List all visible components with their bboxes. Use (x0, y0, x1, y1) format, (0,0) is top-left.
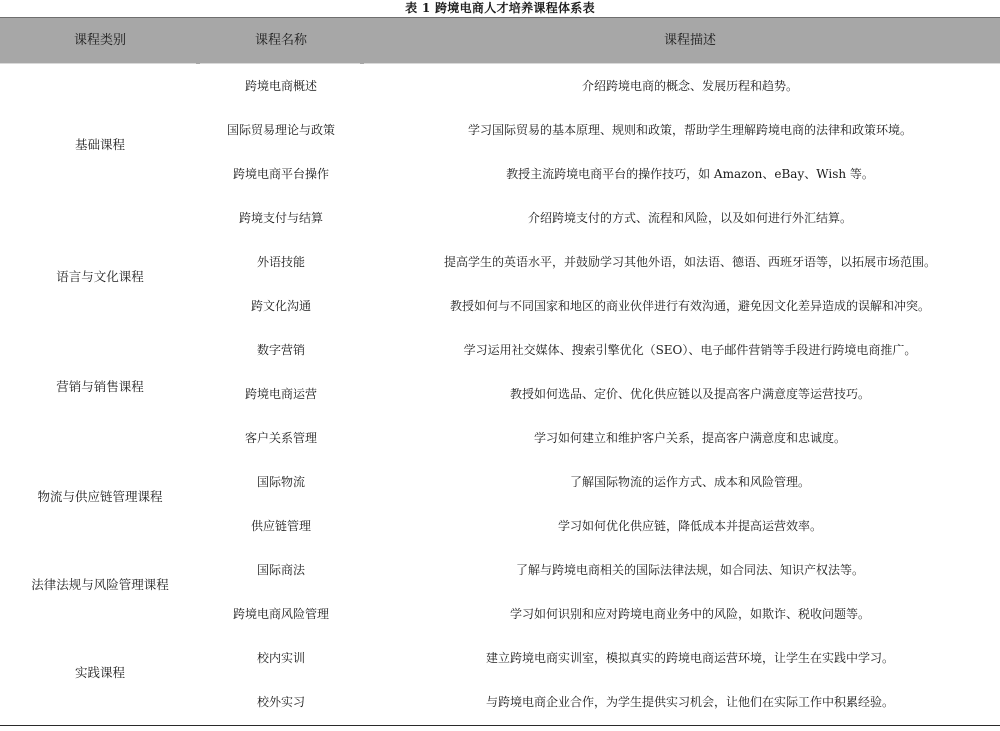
course-description: 教授如何与不同国家和地区的商业伙伴进行有效沟通，避免因文化差异造成的误解和冲突。 (449, 299, 930, 313)
course-name: 跨境电商运营 (244, 387, 317, 401)
course-description: 建立跨境电商实训室，模拟真实的跨境电商运营环境，让学生在实践中学习。 (485, 651, 894, 665)
table-row (0, 152, 1000, 196)
table-bottom-rule (0, 725, 1000, 726)
course-description: 学习如何优化供应链，降低成本并提高运营效率。 (557, 519, 822, 533)
course-name: 数字营销 (256, 343, 305, 357)
course-description: 学习如何建立和维护客户关系，提高客户满意度和忠诚度。 (533, 431, 846, 445)
table-row (0, 416, 1000, 460)
course-description: 介绍跨境电商的概念、发展历程和趋势。 (581, 79, 798, 93)
table-row (0, 592, 1000, 636)
category-cell: 法律法规与风险管理课程 (31, 577, 169, 592)
table-header (0, 17, 1000, 64)
course-name: 跨文化沟通 (250, 299, 311, 313)
category-cell: 营销与销售课程 (56, 379, 144, 394)
course-name: 跨境支付与结算 (238, 211, 323, 225)
course-description: 提高学生的英语水平，并鼓励学习其他外语，如法语、德语、西班牙语等，以拓展市场范围。 (443, 255, 936, 269)
course-description: 学习运用社交媒体、搜索引擎优化（SEO）、电子邮件营销等手段进行跨境电商推广。 (463, 343, 917, 357)
category-cell: 语言与文化课程 (56, 269, 144, 284)
course-name: 校内实训 (256, 651, 305, 665)
course-name: 国际贸易理论与政策 (226, 123, 335, 137)
header-name: 课程名称 (254, 33, 307, 48)
course-description: 学习如何识别和应对跨境电商业务中的风险，如欺诈、税收问题等。 (509, 607, 870, 621)
column-separator (0, 63, 196, 64)
category-cell: 基础课程 (74, 137, 125, 152)
course-name: 跨境电商风险管理 (232, 607, 329, 621)
header-category: 课程类别 (73, 33, 126, 48)
course-description: 教授如何选品、定价、优化供应链以及提高客户满意度等运营技巧。 (509, 387, 870, 401)
course-name: 国际物流 (256, 475, 305, 489)
course-description: 介绍跨境支付的方式、流程和风险，以及如何进行外汇结算。 (527, 211, 852, 225)
column-separator (200, 63, 360, 64)
course-description: 学习国际贸易的基本原理、规则和政策，帮助学生理解跨境电商的法律和政策环境。 (467, 123, 912, 137)
course-description: 了解与跨境电商相关的国际法律法规，如合同法、知识产权法等。 (515, 563, 864, 577)
course-description: 与跨境电商企业合作，为学生提供实习机会，让他们在实际工作中积累经验。 (485, 695, 894, 709)
table-row (0, 328, 1000, 372)
table-row (0, 196, 1000, 240)
column-separator (364, 63, 1000, 64)
table-row (0, 64, 1000, 108)
course-name: 国际商法 (256, 563, 305, 577)
table-row (0, 680, 1000, 724)
course-description: 教授主流跨境电商平台的操作技巧，如 Amazon、eBay、Wish 等。 (506, 167, 874, 181)
course-description: 了解国际物流的运作方式、成本和风险管理。 (569, 475, 810, 489)
course-name: 跨境电商平台操作 (232, 167, 329, 181)
course-name: 跨境电商概述 (244, 79, 317, 93)
table-row (0, 504, 1000, 548)
table-caption: 表 1 跨境电商人才培养课程体系表 (405, 1, 595, 15)
table-row (0, 284, 1000, 328)
category-cell: 实践课程 (74, 665, 125, 680)
course-name: 外语技能 (256, 255, 305, 269)
course-name: 供应链管理 (250, 519, 311, 533)
course-name: 客户关系管理 (244, 431, 317, 445)
category-cell: 物流与供应链管理课程 (37, 489, 163, 504)
header-description: 课程描述 (663, 33, 716, 48)
course-name: 校外实习 (256, 695, 305, 709)
